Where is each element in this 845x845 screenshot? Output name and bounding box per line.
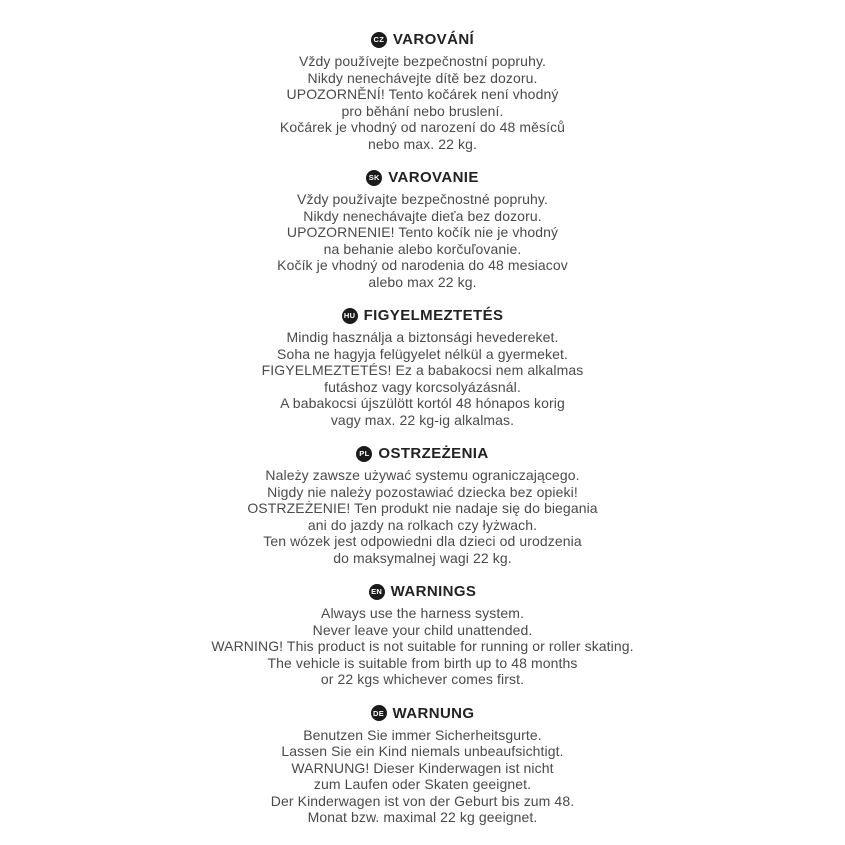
section-title-de: WARNUNG — [392, 704, 475, 722]
warning-section-pl — [0, 445, 845, 566]
warning-lines-sk — [0, 191, 845, 290]
warning-line: UPOZORNĚNÍ! Tento kočárek není vhodný — [286, 86, 559, 102]
section-heading-de — [0, 705, 845, 722]
warning-section-de — [0, 705, 845, 826]
warning-line: Kočárek je vhodný od narození do 48 měsíců — [279, 119, 566, 135]
cz-language-badge-icon: CZ — [371, 32, 387, 48]
warning-line: Nikdy nenechávajte dieťa bez dozoru. — [303, 207, 542, 224]
warning-line: The vehicle is suitable from birth up to 48 months — [267, 654, 578, 671]
section-heading-sk — [0, 169, 845, 186]
warning-line: Monat bzw. maximal 22 kg geeignet. — [307, 809, 538, 825]
section-heading-en — [0, 583, 845, 600]
section-heading-cz — [0, 31, 845, 48]
warning-line: Lassen Sie ein Kind niemals unbeaufsichtigt. — [281, 743, 564, 759]
warning-line: alebo max 22 kg. — [368, 273, 477, 290]
warning-line: Always use the harness system. — [321, 605, 524, 621]
section-title-hu: FIGYELMEZTETÉS — [363, 307, 504, 324]
warning-section-cz — [0, 31, 845, 152]
warning-line: WARNUNG! Dieser Kinderwagen ist nicht — [291, 759, 554, 776]
warning-line: FIGYELMEZTETÉS! Ez a babakocsi nem alkalmas — [261, 362, 584, 378]
warning-line: na behanie alebo korčuľovanie. — [323, 240, 522, 257]
warning-line: Mindig használja a biztonsági hevedereket. — [286, 329, 559, 345]
warning-line: WARNING! This product is not suitable for running or roller skating. — [211, 638, 634, 654]
section-title-sk: VAROVANIE — [388, 169, 479, 186]
warning-line: futáshoz vagy korcsolyázásnál. — [324, 378, 521, 395]
warning-line: Der Kinderwagen ist von der Geburt bis zum 48. — [270, 792, 575, 809]
warning-line: Ten wózek jest odpowiedni dla dzieci od urodzenia — [263, 533, 582, 549]
warning-line: Never leave your child unattended. — [312, 621, 533, 638]
de-language-badge-icon: DE — [371, 705, 387, 721]
warning-lines-pl — [0, 467, 845, 566]
section-heading-pl — [0, 445, 845, 462]
warning-line: Nikdy nenechávejte dítě bez dozoru. — [307, 69, 538, 86]
warning-line: UPOZORNENIE! Tento kočík nie je vhodný — [286, 224, 559, 240]
sk-language-badge-icon: SK — [366, 170, 382, 186]
section-title-pl: OSTRZEŻENIA — [378, 445, 489, 462]
en-language-badge-icon: EN — [369, 584, 385, 600]
warning-line: nebo max. 22 kg. — [368, 135, 477, 152]
warning-line: or 22 kgs whichever comes first. — [320, 671, 525, 687]
warning-line: zum Laufen oder Skaten geeignet. — [313, 776, 532, 792]
warning-line: Należy zawsze używać systemu ograniczającego. — [265, 467, 580, 483]
warning-line: Vždy používejte bezpečnostní popruhy. — [298, 53, 547, 69]
warning-line: Benutzen Sie immer Sicherheitsgurte. — [303, 726, 542, 743]
warning-line: Vždy používajte bezpečnostné popruhy. — [297, 191, 548, 207]
warning-section-en — [0, 583, 845, 688]
warning-lines-de — [0, 727, 845, 826]
warning-line: OSTRZEŻENIE! Ten produkt nie nadaje się do biegania — [247, 500, 598, 516]
warning-lines-hu — [0, 329, 845, 428]
warning-line: ani do jazdy na rolkach czy łyżwach. — [307, 516, 538, 533]
warning-line: pro běhání nebo bruslení. — [341, 102, 504, 119]
section-heading-hu — [0, 307, 845, 324]
warning-line: A babakocsi újszülött kortól 48 hónapos korig — [280, 395, 565, 411]
hu-language-badge-icon: HU — [342, 308, 358, 324]
warning-line: Soha ne hagyja felügyelet nélkül a gyermeket. — [277, 345, 568, 362]
warning-line: Kočík je vhodný od narodenia do 48 mesiacov — [277, 257, 568, 273]
section-title-en: WARNINGS — [390, 583, 477, 600]
warning-line: Nigdy nie należy pozostawiać dziecka bez opieki! — [267, 483, 578, 500]
pl-language-badge-icon: PL — [356, 446, 372, 462]
warning-section-hu — [0, 307, 845, 428]
warning-lines-cz — [0, 53, 845, 152]
warning-line: vagy max. 22 kg-ig alkalmas. — [330, 411, 515, 428]
warning-section-sk — [0, 169, 845, 290]
warning-lines-en — [0, 605, 845, 688]
section-title-cz: VAROVÁNÍ — [392, 31, 475, 48]
warning-line: do maksymalnej wagi 22 kg. — [333, 549, 512, 566]
